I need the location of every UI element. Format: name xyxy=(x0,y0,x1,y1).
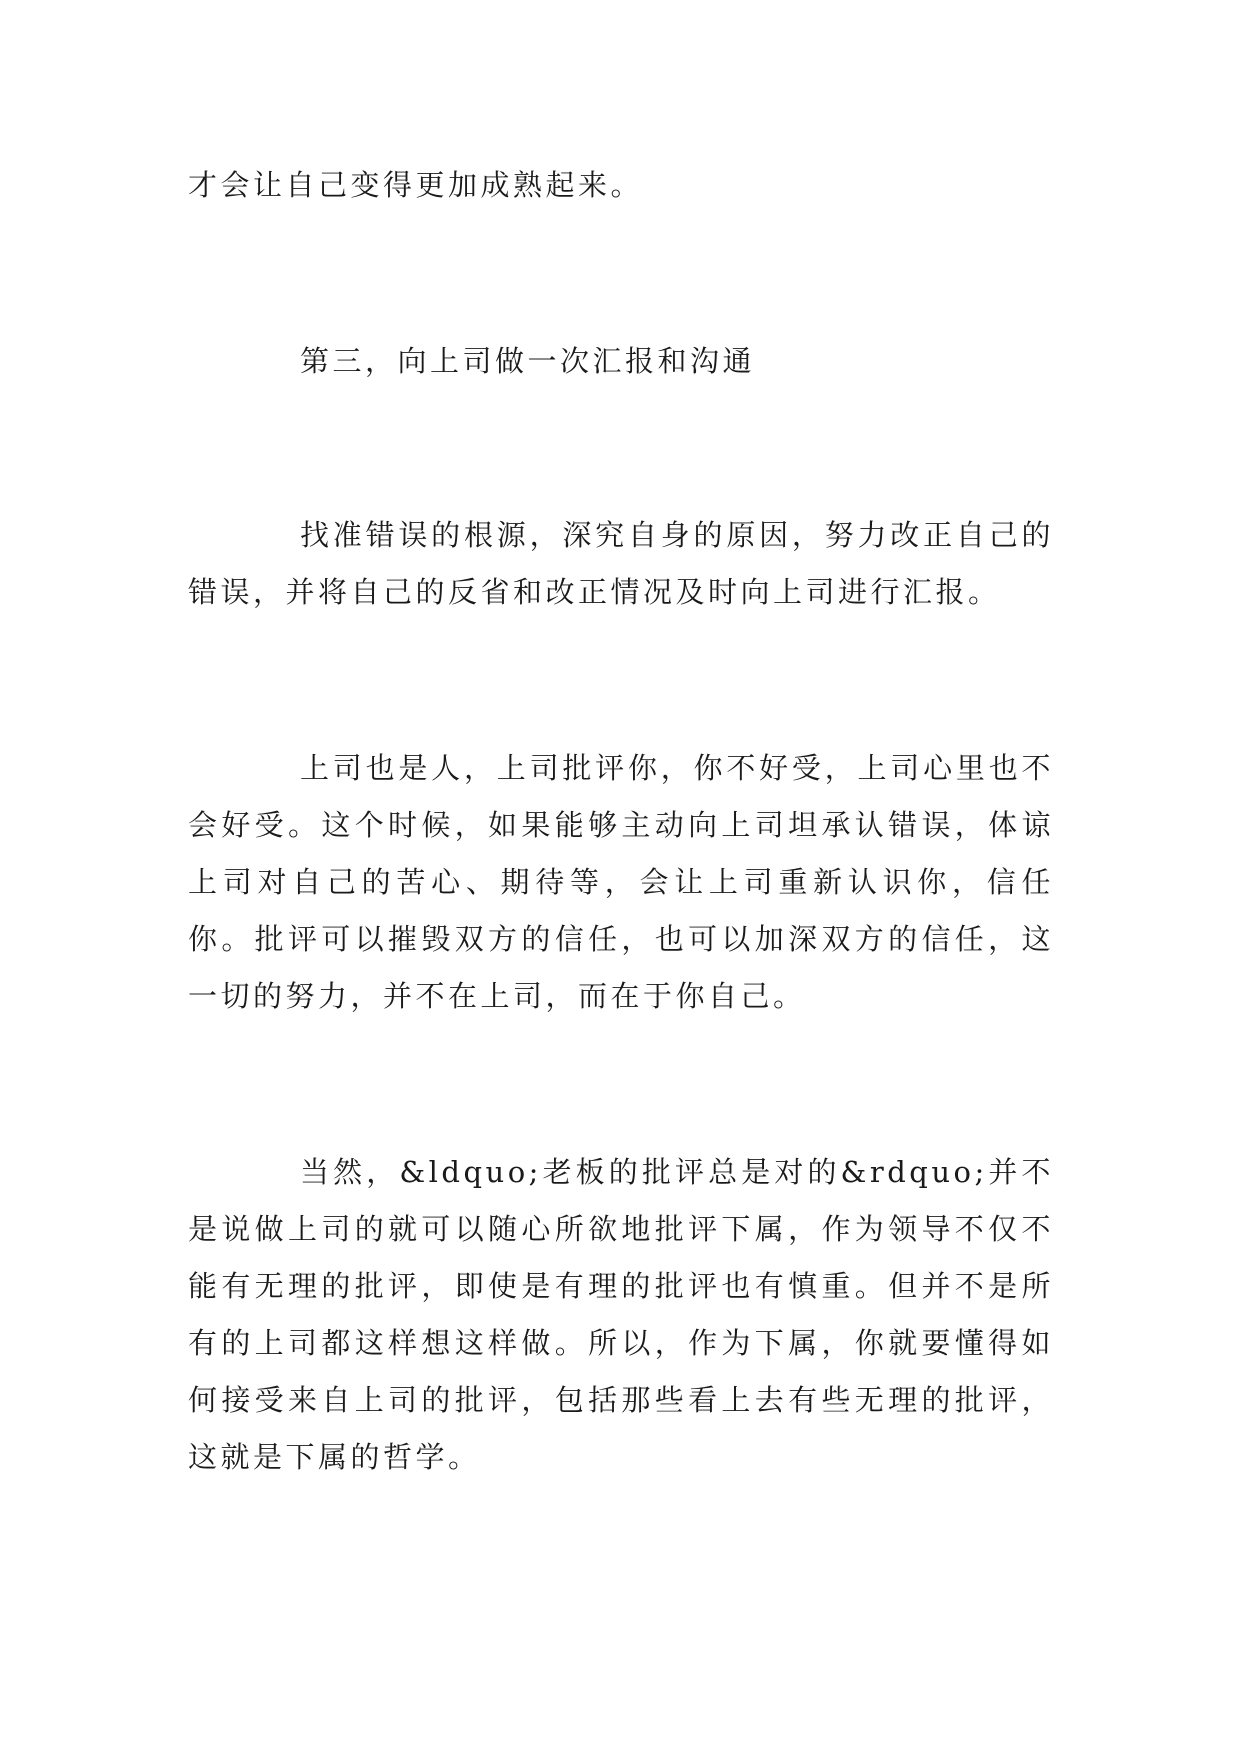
paragraph-boss-is-human: 上司也是人，上司批评你，你不好受，上司心里也不会好受。这个时候，如果能够主动向上司坦承认错误，体谅上司对自己的苦心、期待等，会让上司重新认识你，信任你。批评可以摧毁双方的信任，也可以加深双方的信任，这一切的努力，并不在上司，而在于你自己。 xyxy=(188,751,1054,1013)
paragraph-find-root-cause: 找准错误的根源，深究自身的原因，努力改正自己的错误，并将自己的反省和改正情况及时向上司进行汇报。 xyxy=(188,518,1054,609)
paragraph-continuation: 才会让自己变得更加成熟起来。 xyxy=(188,168,644,202)
paragraph-subordinate-philosophy: 当然，&ldquo;老板的批评总是对的&rdquo;并不是说做上司的就可以随心所欲地批评下属，作为领导不仅不能有无理的批评，即使是有理的批评也有慎重。但并不是所有的上司都这样想这样做。所以，作为下属，你就要懂得如何接受来自上司的批评，包括那些看上去有些无理的批评，这就是下属的哲学。 xyxy=(188,1155,1054,1474)
section-heading: 第三，向上司做一次汇报和沟通 xyxy=(300,344,756,378)
